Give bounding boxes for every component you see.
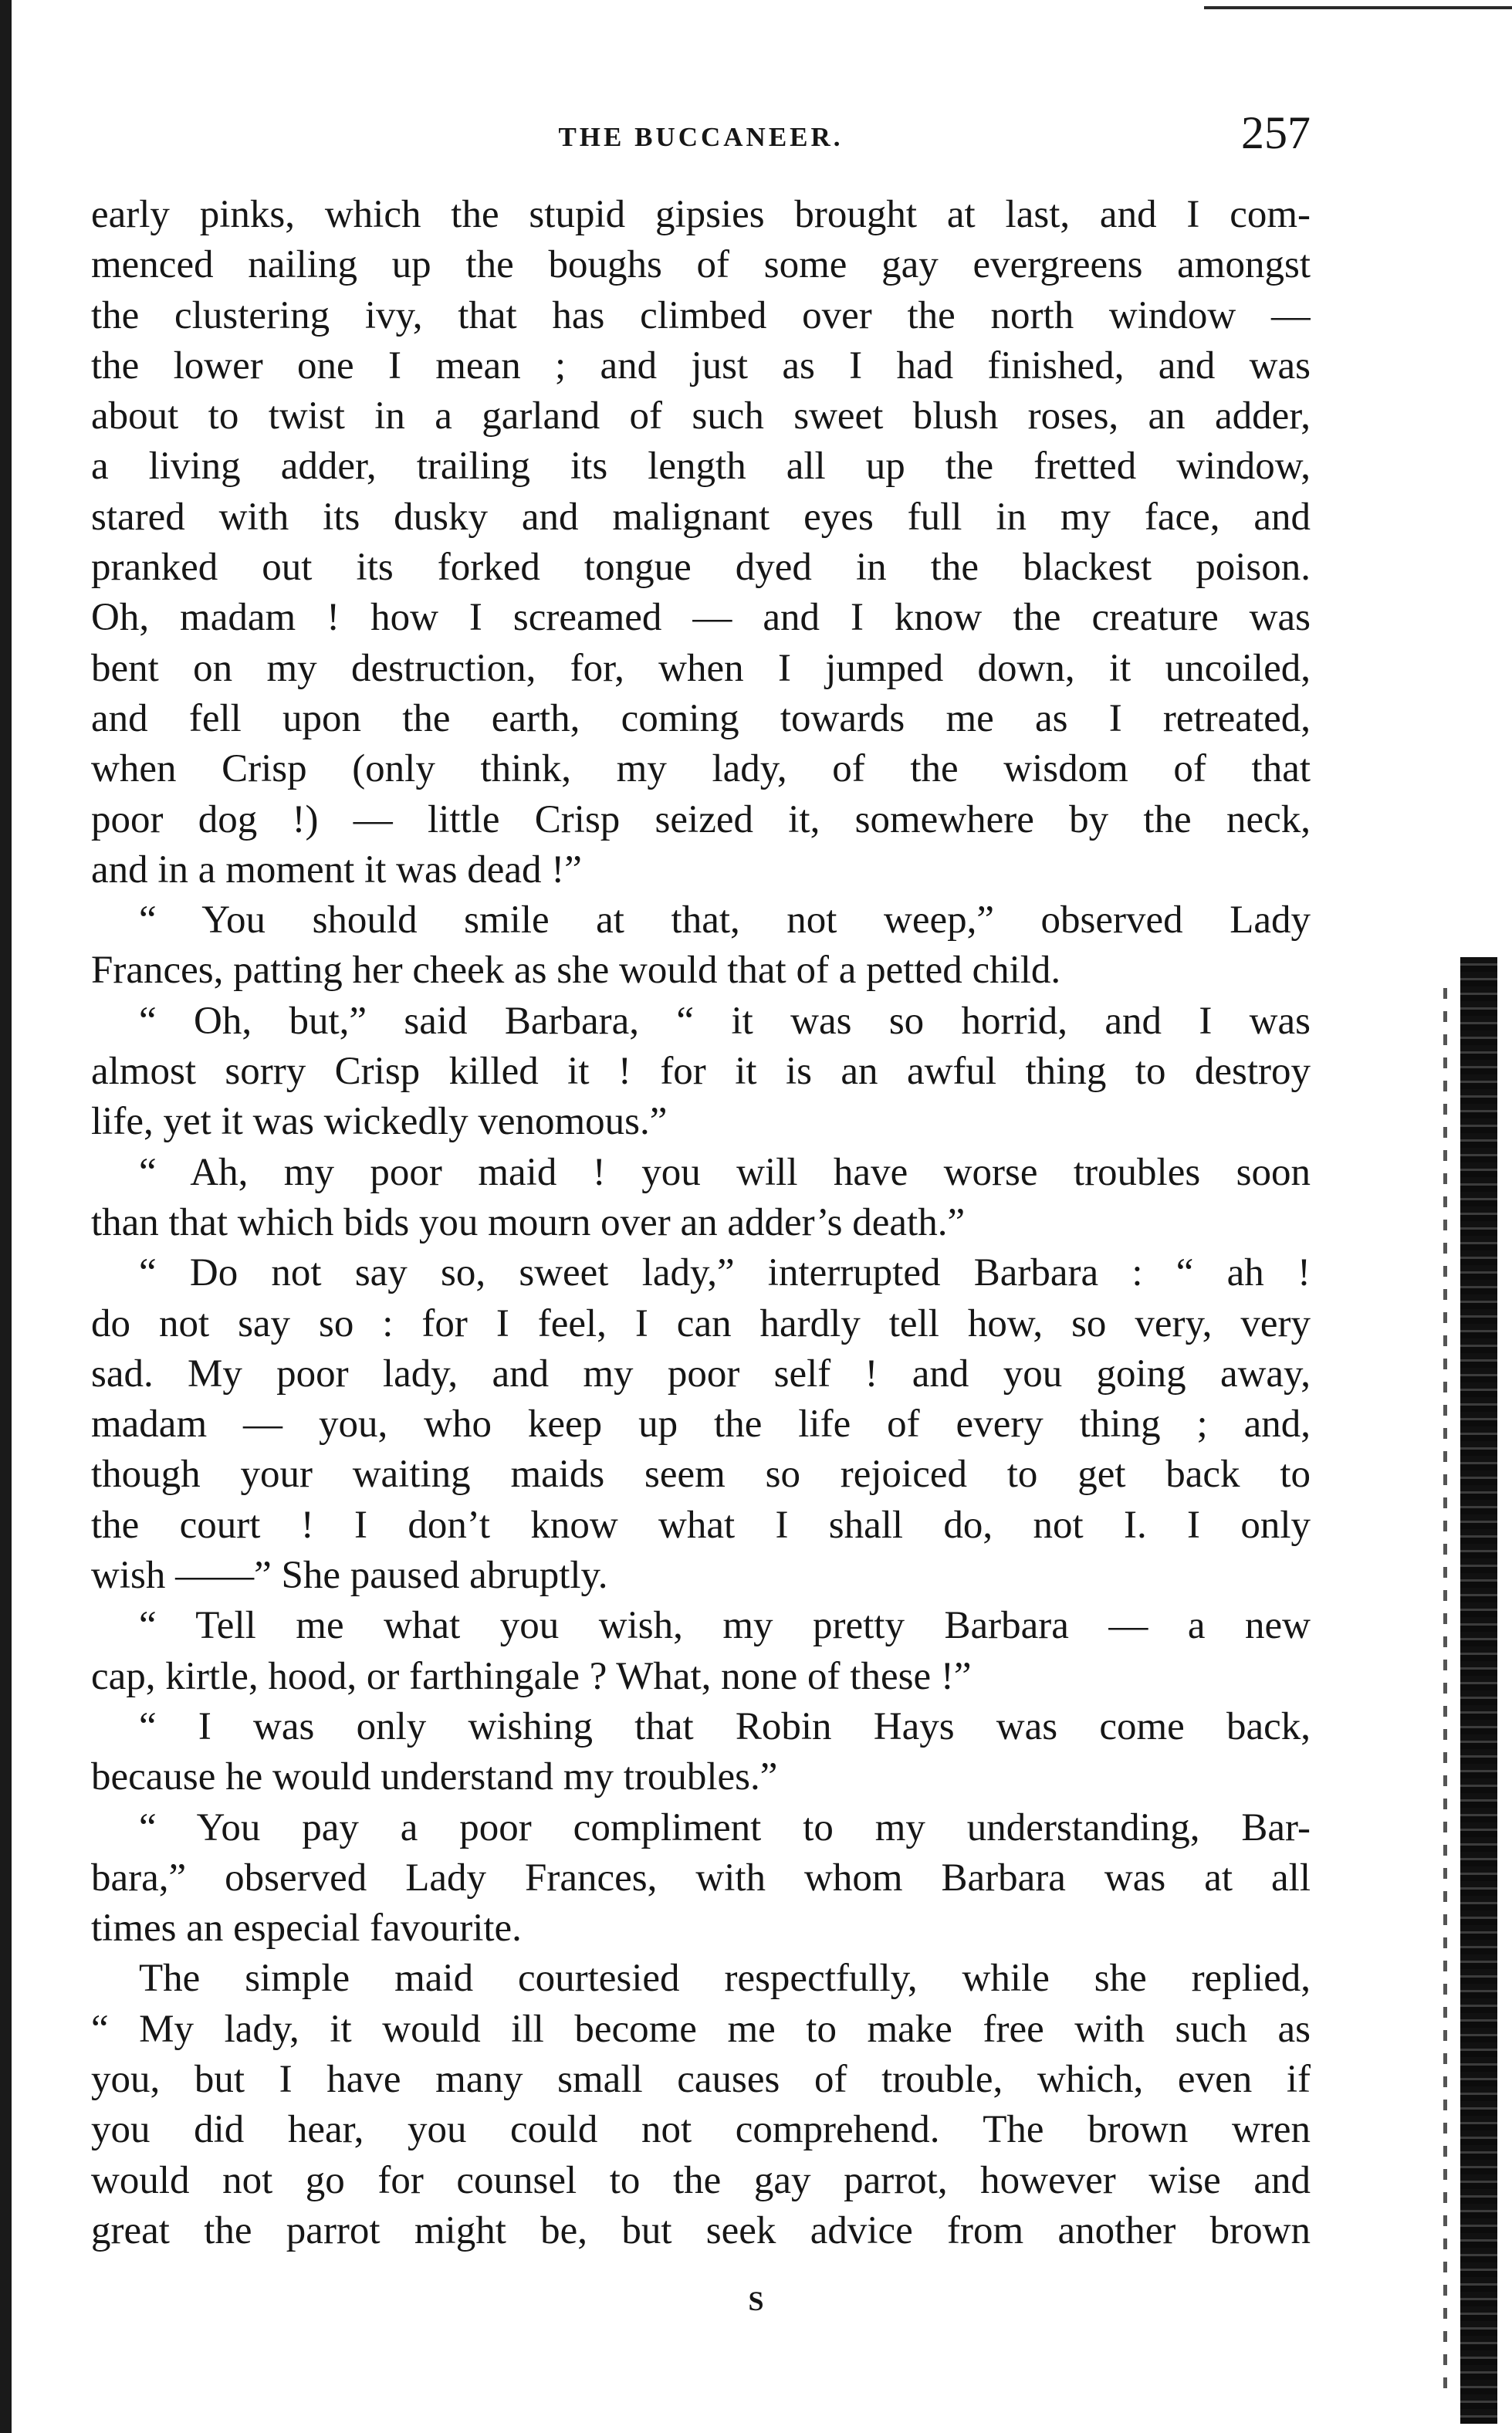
- text-line: would not go for counsel to the gay parrot, however wise and: [91, 2158, 1311, 2202]
- text-line: times an especial favourite.: [91, 1907, 522, 1951]
- text-line: cap, kirtle, hood, or farthingale ? What, none of these !”: [91, 1654, 972, 1698]
- text-line: “ Do not say so, sweet lady,” interrupted Barbara : “ ah !: [139, 1251, 1311, 1295]
- text-line: about to twist in a garland of such sweet blush roses, an adder,: [91, 394, 1311, 438]
- text-line: life, yet it was wickedly venomous.”: [91, 1100, 668, 1144]
- text-line: bara,” observed Lady Frances, with whom Barbara was at all: [91, 1856, 1311, 1900]
- text-line: a living adder, trailing its length all up the fretted window,: [91, 445, 1311, 489]
- body-text: [91, 190, 1311, 2256]
- text-line: great the parrot might be, but seek advice from another brown: [91, 2208, 1311, 2252]
- text-line: do not say so : for I feel, I can hardly tell how, so very, very: [91, 1301, 1311, 1345]
- text-line: “ I was only wishing that Robin Hays was come back,: [139, 1704, 1311, 1748]
- text-line: the lower one I mean ; and just as I had finished, and was: [91, 343, 1311, 387]
- text-line: than that which bids you mourn over an adder’s death.”: [91, 1200, 966, 1244]
- text-line: because he would understand my troubles.”: [91, 1755, 778, 1799]
- text-line: the court ! I don’t know what I shall do, not I. I only: [91, 1503, 1311, 1547]
- text-line: early pinks, which the stupid gipsies brought at last, and I com-: [91, 193, 1311, 236]
- text-line: stared with its dusky and malignant eyes full in my face, and: [91, 495, 1311, 539]
- text-line: wish ——” She paused abruptly.: [91, 1554, 608, 1598]
- text-line: you did hear, you could not comprehend. The brown wren: [91, 2108, 1311, 2152]
- text-line: The simple maid courtesied respectfully, while she replied,: [139, 1957, 1311, 2001]
- top-edge-rule: [1204, 6, 1512, 9]
- fore-edge-pages: [1460, 957, 1497, 2424]
- text-line: sad. My poor lady, and my poor self ! and you going away,: [91, 1352, 1311, 1396]
- text-line: Frances, patting her cheek as she would that of a petted child.: [91, 949, 1061, 993]
- text-line: “ You pay a poor compliment to my understanding, Bar-: [139, 1805, 1311, 1849]
- text-line: when Crisp (only think, my lady, of the wisdom of that: [91, 747, 1311, 791]
- text-line: though your waiting maids seem so rejoiced to get back to: [91, 1453, 1311, 1497]
- page-header: [91, 107, 1311, 168]
- text-line: madam — you, who keep up the life of every thing ; and,: [91, 1403, 1311, 1447]
- text-line: “ My lady, it would ill become me to make free with such as: [91, 2007, 1311, 2051]
- text-line: poor dog !) — little Crisp seized it, somewhere by the neck,: [91, 797, 1311, 841]
- text-line: Oh, madam ! how I screamed — and I know the creature was: [91, 596, 1311, 640]
- page-number: 257: [1241, 107, 1311, 158]
- text-line: you, but I have many small causes of trouble, which, even if: [91, 2057, 1311, 2101]
- text-line: “ Tell me what you wish, my pretty Barbara — a new: [139, 1604, 1311, 1648]
- text-line: pranked out its forked tongue dyed in the blackest poison.: [91, 546, 1311, 590]
- binding-edge: [0, 0, 12, 2433]
- text-line: “ Oh, but,” said Barbara, “ it was so horrid, and I was: [139, 999, 1311, 1043]
- text-line: the clustering ivy, that has climbed over the north window —: [91, 293, 1311, 337]
- text-line: menced nailing up the boughs of some gay evergreens amongst: [91, 243, 1311, 287]
- text-line: almost sorry Crisp killed it ! for it is an awful thing to destroy: [91, 1050, 1311, 1094]
- page-edge-shadow: [1443, 988, 1447, 2393]
- signature-mark: S: [748, 2286, 764, 2316]
- text-line: bent on my destruction, for, when I jumped down, it uncoiled,: [91, 646, 1311, 690]
- text-line: and fell upon the earth, coming towards me as I retreated,: [91, 696, 1311, 740]
- running-title: THE BUCCANEER.: [558, 122, 844, 152]
- text-line: and in a moment it was dead !”: [91, 848, 582, 892]
- text-line: “ You should smile at that, not weep,” observed Lady: [139, 898, 1311, 942]
- text-line: “ Ah, my poor maid ! you will have worse troubles soon: [139, 1150, 1311, 1194]
